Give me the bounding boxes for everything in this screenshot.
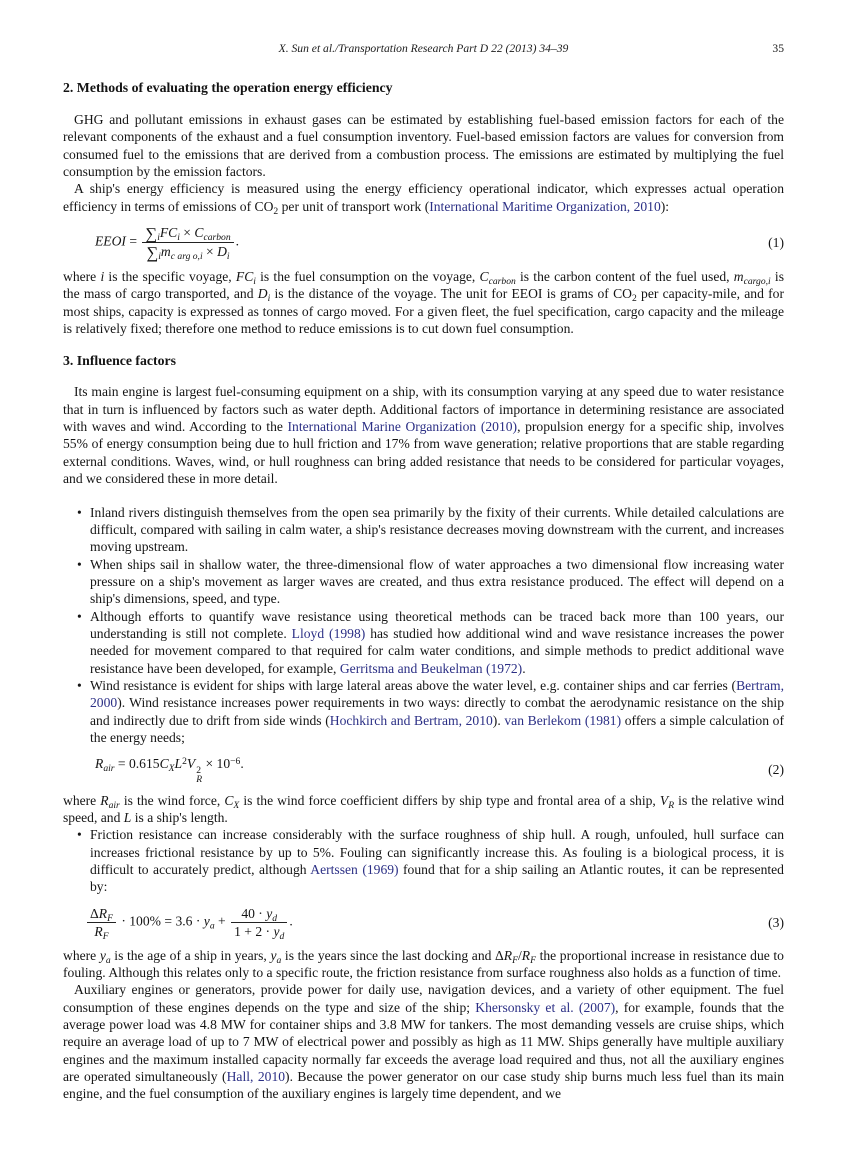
equation-3 [63,905,784,940]
citation-link[interactable]: Lloyd (1998) [291,625,366,641]
equation-2-number: (2) [768,762,784,778]
section-3-heading: 3. Influence factors [63,353,177,369]
equation-3-formula: $\frac{\Delta R_F}{R_F}$ · $100\% = 3.6 \cdot y_a$ + $\frac{40 \cdot y_d}{1 + 2 \cdot y_d}$ . [85,905,293,940]
friction-bullet-list [63,826,784,895]
citation-link[interactable]: Khersonsky et al. (2007) [475,999,616,1015]
para-eeoi-intro: A ship's energy efficiency is measured using the energy efficiency operational indicator, which expresses actual operation efficiency in terms of emissions of $CO_2$ per unit of transport work (International Maritime Organization, 2010): [63,181,784,217]
bullet-wind-resistance: • Wind resistance is evident for ships with large lateral areas above the water level, e.g. container ships and car ferries (Bertram, 2000). Wind resistance increases power requirements in two ways: directly to combat the aerodynamic resistance on the ship and indirectly due to drift from side winds (Hochkirch and Bertram, 2010). van Berlekom (1981) offers a simple calculation of the energy needs; [63,677,784,746]
running-head [63,42,784,55]
bullet-inland-rivers: • Inland rivers distinguish themselves from the open sea primarily by the fixity of their currents. While detailed calculations are difficult, compared with sailing in calm water, a ship's resistance decreases moving downstream with the current, and increases moving upstream. [63,504,784,556]
citation-link[interactable]: International Maritime Organization, 2010 [429,198,661,214]
equation-2 [63,755,784,784]
citation-link[interactable]: Aertssen (1969) [310,861,399,877]
bullet-friction-resistance: • Friction resistance can increase considerably with the surface roughness of ship hull. A rough, unfouled, hull surface can increases frictional resistance by up to 5%. Fouling can significantly increase this. As fouling is a biological process, it is difficult to accurately predict, although Aertssen (1969) found that for a ship sailing an Atlantic routes, it can be represented by: [63,826,784,895]
citation-link[interactable]: Hall, 2010 [226,1068,286,1084]
running-title: X. Sun et al./Transportation Research Part D 22 (2013) 34–39 [278,42,569,55]
section-2-heading: 2. Methods of evaluating the operation energy efficiency [63,80,393,95]
citation-link[interactable]: Hochkirch and Bertram, 2010 [329,712,493,728]
equation-3-number: (3) [768,914,784,930]
para-fouling-definitions: where $y_a$ is the age of a ship in years, $y_a$ is the years since the last docking and $\Delta R_F/R_F$ the proportional increase in resistance due to fouling. Although this relates only to a specific route, the friction resistance from surface roughness also holds as a function of time. [63,947,784,980]
para-auxiliary-engines: Auxiliary engines or generators, provide power for daily use, navigation devices, and a variety of other equipment. The fuel consumption of these engines depends on the type and size of the ship; Khersonsky et al. (2007), for example, founds that the average power load was 4.8 MW for container ships and 3.8 MW for tankers. The most demanding vessels are cruise ships, which require an average load of up to 7 MW of electrical power and possibly as high as 11 MW. Ships generally have multiple auxiliary engines and the maximum installed capacity normally far exceeds the average load required and thus, not all the auxiliary engines are operated simultaneously (Hall, 2010). Because the power generator on our case study ship burns much less fuel than its main engine, and the fuel consumption of the auxiliary engines is largely time dependent, and we [63,982,784,1102]
citation-link[interactable]: Bertram, 2000 [90,677,784,711]
equation-2-formula: $R_{air} = 0.615C_XL^2V$ 2 R × $10^{-6}$. [95,756,244,785]
influence-bullet-list [63,504,784,747]
para-influence-intro: Its main engine is largest fuel-consuming equipment on a ship, with its consumption varying at any speed due to water resistance that in turn is influenced by factors such as water depth. Additional factors of importance in determining resistance are associated with waves and wind. According to the International Marine Organization (2010), propulsion energy for a specific ship, involves 55% of energy consumption being due to hull friction and 17% from wave generation; relative proportions that are stable regarding external conditions. Waves, wind, or hull roughness can bring added resistance that needs to be considered for particular voyages, and we considered these in more detail. [63,384,785,487]
para-eeoi-definitions: where i is the specific voyage, $FC_i$ is the fuel consumption on the voyage, $C_{carbon}$ is the carbon content of the fuel used, $m_{cargo,i}$ is the mass of cargo transported, and $D_i$ is the distance of the voyage. The unit for EEOI is grams of $CO_2$ per capacity-mile, and for most ships, capacity is expressed as tonnes of cargo moved. For a given fleet, the fuel specification, cargo capacity and the mileage is relatively fixed; therefore one method to reduce emissions is to cut down fuel consumption. [63,269,784,337]
equation-1 [63,224,784,261]
page-number: 35 [772,42,784,55]
bullet-shallow-water: • When ships sail in shallow water, the three-dimensional flow of water approaches a two dimensional flow increasing water pressure on a ship's movement as larger waves are created, and thus extra resistance produced. The effect will depend on a ship's dimensions, speed, and type. [63,556,784,608]
para-emission-factors: GHG and pollutant emissions in exhaust gases can be estimated by establishing fuel-based emission factors for each of the relevant components of the exhaust and a fuel consumption inventory. Fuel-based emission factors are values for conversion from consumed fuel to the emissions that are derived from a combustion process. The emissions are estimated by multiplying the fuel consumption by the emission factors. [63,112,784,180]
bullet-wave-resistance: • Although efforts to quantify wave resistance using theoretical methods can be traced back more than 100 years, our understanding is still not complete. Lloyd (1998) has studied how additional wind and wave resistance increases the power needed for movement compared to that required for calm water conditions, and simple methods to predict additional wave resistance have been developed, for example, Gerritsma and Beukelman (1972). [63,608,784,677]
citation-link[interactable]: van Berlekom (1981) [504,712,622,728]
citation-link[interactable]: International Marine Organization (2010) [287,419,518,435]
equation-1-number: (1) [768,235,784,251]
equation-1-formula: EEOI = $\frac{\sum_iFC_i \times C_{carbon}}{\sum_im_{c arg o,i} \times D_i}$ . [95,224,240,263]
citation-link[interactable]: Gerritsma and Beukelman (1972) [339,660,523,676]
para-wind-force-definitions: where $R_{air}$ is the wind force, $C_X$ is the wind force coefficient differs by ship type and frontal area of a ship, $V_R$ is the relative wind speed, and L is a ship's length. [63,792,784,825]
